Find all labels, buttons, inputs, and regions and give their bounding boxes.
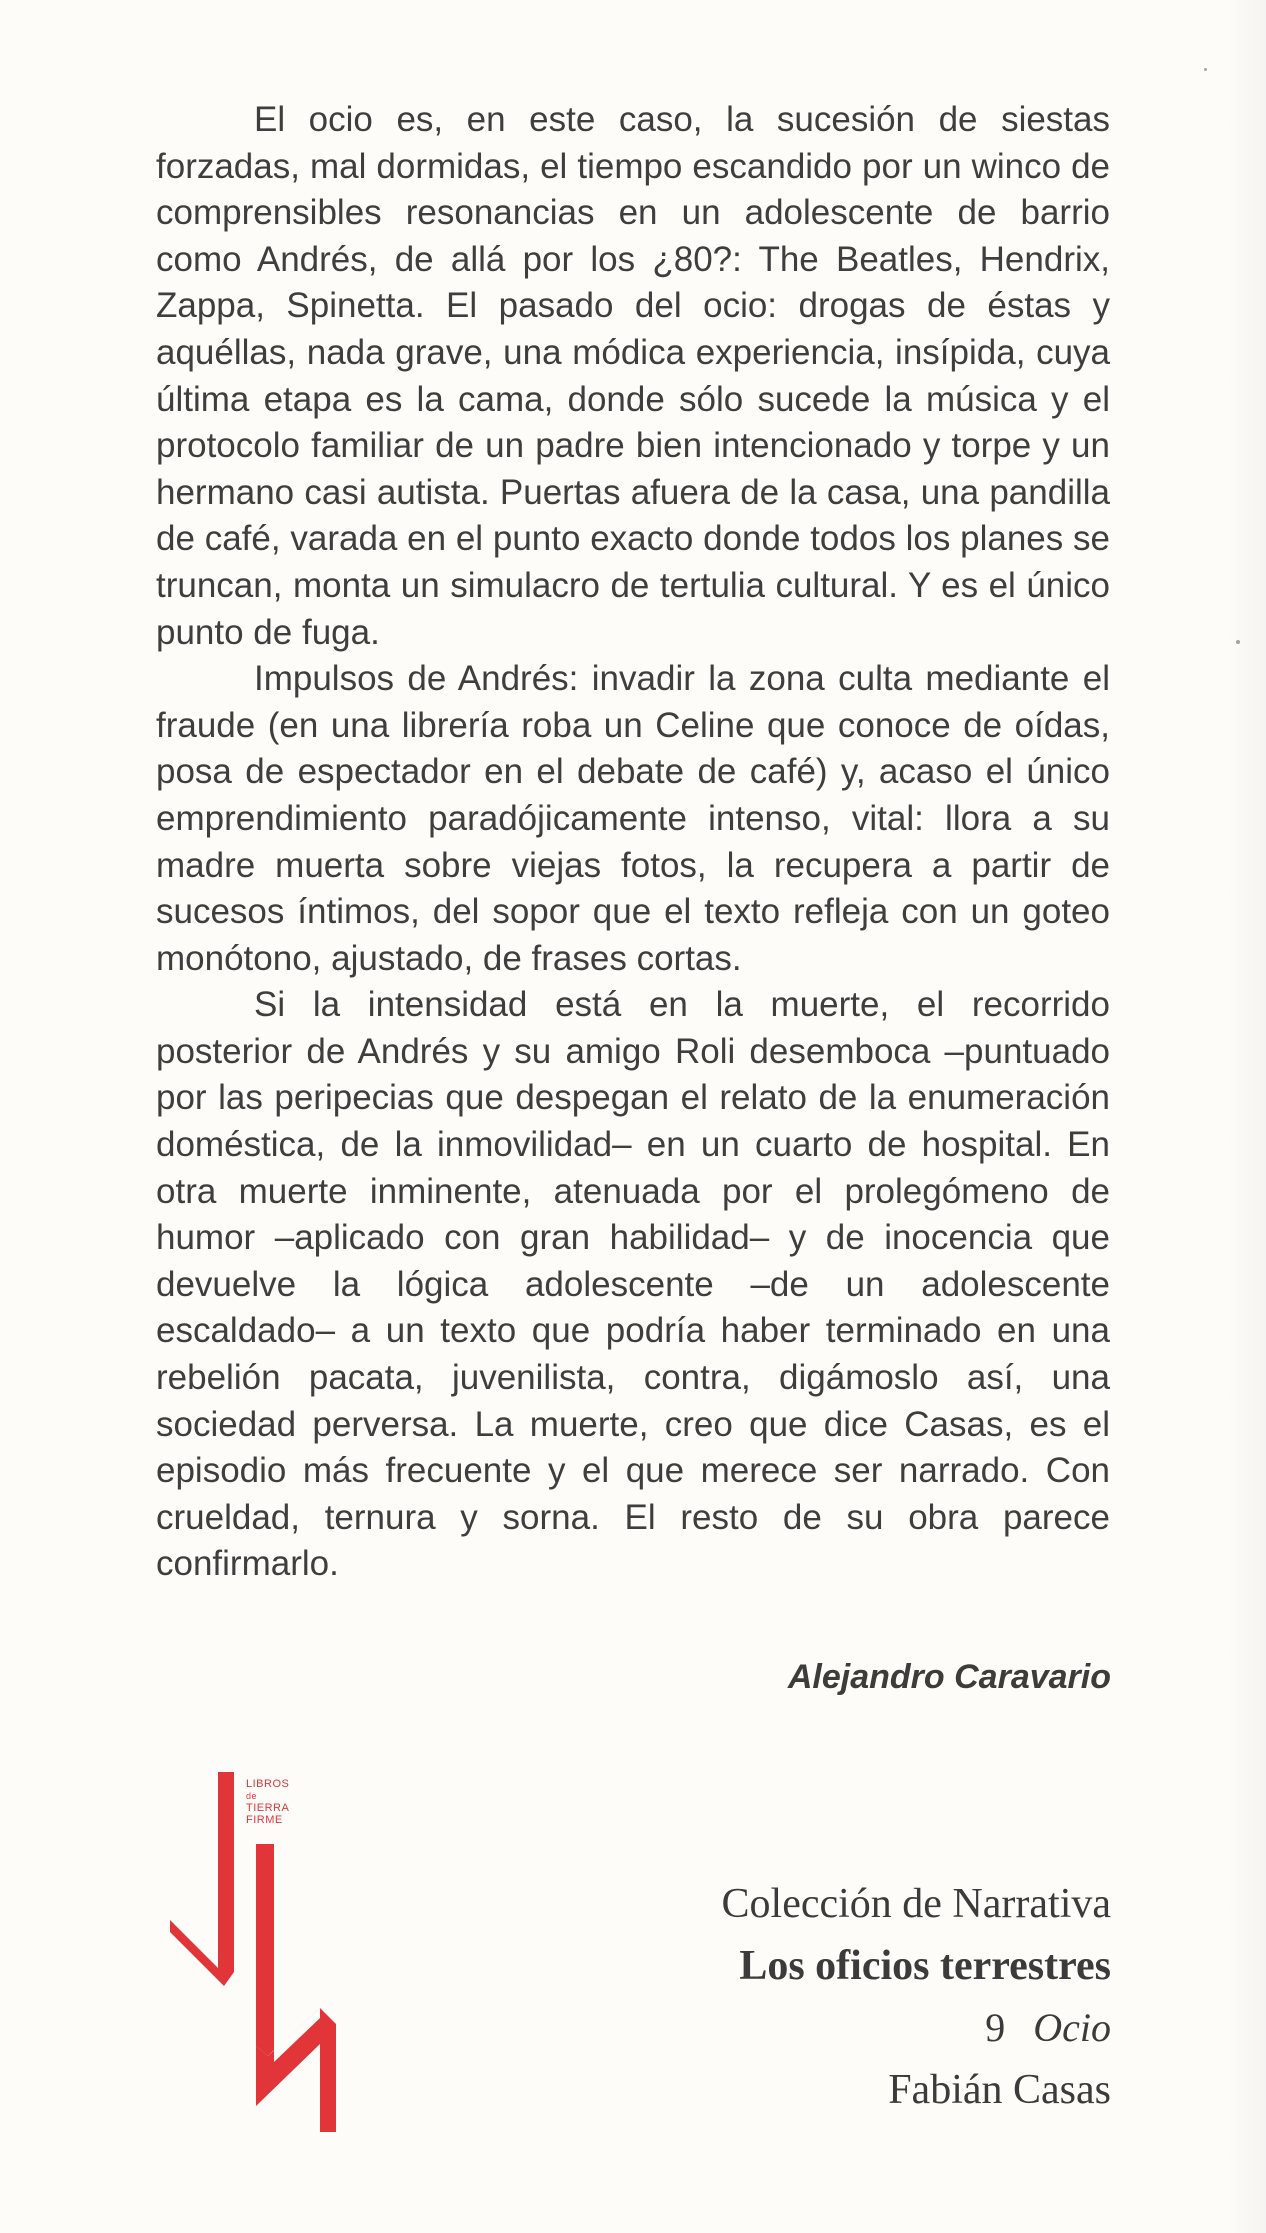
publisher-line-4: FIRME [246, 1814, 283, 1826]
logo-left-spur [170, 1884, 234, 1986]
review-paragraph-2: Impulsos de Andrés: invadir la zona culta mediante el fraude (en una librería roba un Celine que conoce de oídas, posa de espectador en el debate de café) y, acaso el único emprendimiento paradójicamente intenso, vital: llora a su madre muerta sobre viejas fotos, la recupera a partir de sucesos íntimos, del sopor que el texto refleja con un goteo monótono, ajustado, de frases cortas. [156, 659, 1110, 978]
scan-edge-shadow [1226, 0, 1266, 2233]
book-title: Ocio [1033, 2005, 1111, 2050]
publisher-line-1: LIBROS [246, 1778, 290, 1790]
book-author: Fabián Casas [888, 2067, 1111, 2113]
volume-line [722, 2002, 1111, 2054]
logo-left-stroke [218, 1772, 234, 1884]
series-name: Los oficios terrestres [739, 1943, 1111, 1989]
colophon [722, 1878, 1111, 2116]
publisher-line-3: TIERRA [246, 1802, 290, 1814]
collection-name: Colección de Narrativa [721, 1881, 1111, 1927]
logo-right-stroke [256, 1844, 274, 2056]
review-paragraph-1: El ocio es, en este caso, la sucesión de siestas forzadas, mal dormidas, el tiempo escandido por un winco de comprensibles resonancias en un adolescente de barrio como Andrés, de allá por los ¿80?: The Beatles, Hendrix, Zappa, Spinetta. El pasado del ocio: drogas de éstas y aquéllas, nada grave, una módica experiencia, insípida, cuya última etapa es la cama, donde sólo sucede la música y el protocolo familiar de un padre bien intencionado y torpe y un hermano casi autista. Puertas afuera de la casa, una pandilla de café, varada en el punto exacto donde todos los planes se truncan, monta un simulacro de tertulia cultural. Y es el único punto de fuga. [156, 100, 1110, 652]
scan-speck [1236, 640, 1240, 644]
publisher-logo-icon [160, 1772, 340, 2132]
publisher-line-2: de [246, 1791, 258, 1801]
review-text [156, 97, 1110, 1588]
volume-number: 9 [985, 2005, 1006, 2050]
review-paragraph-3: Si la intensidad está en la muerte, el recorrido posterior de Andrés y su amigo Roli desemboca –puntuado por las peripecias que despegan el relato de la enumeración doméstica, de la inmovilidad– en un cuarto de hospital. En otra muerte inminente, atenuada por el prolegómeno de humor –aplicado con gran habilidad– y de inocencia que devuelve la lógica adolescente –de un adolescente escaldado– a un texto que podría haber terminado en una rebelión pacata, juvenilista, contra, digámoslo así, una sociedad perversa. La muerte, creo que dice Casas, es el episodio más frecuente y el que merece ser narrado. Con crueldad, ternura y sorna. El resto de su obra parece confirmarlo. [156, 985, 1110, 1584]
review-signature: Alejandro Caravario [787, 1658, 1111, 1696]
scan-speck [1204, 68, 1207, 71]
publisher-name [246, 1778, 289, 1826]
